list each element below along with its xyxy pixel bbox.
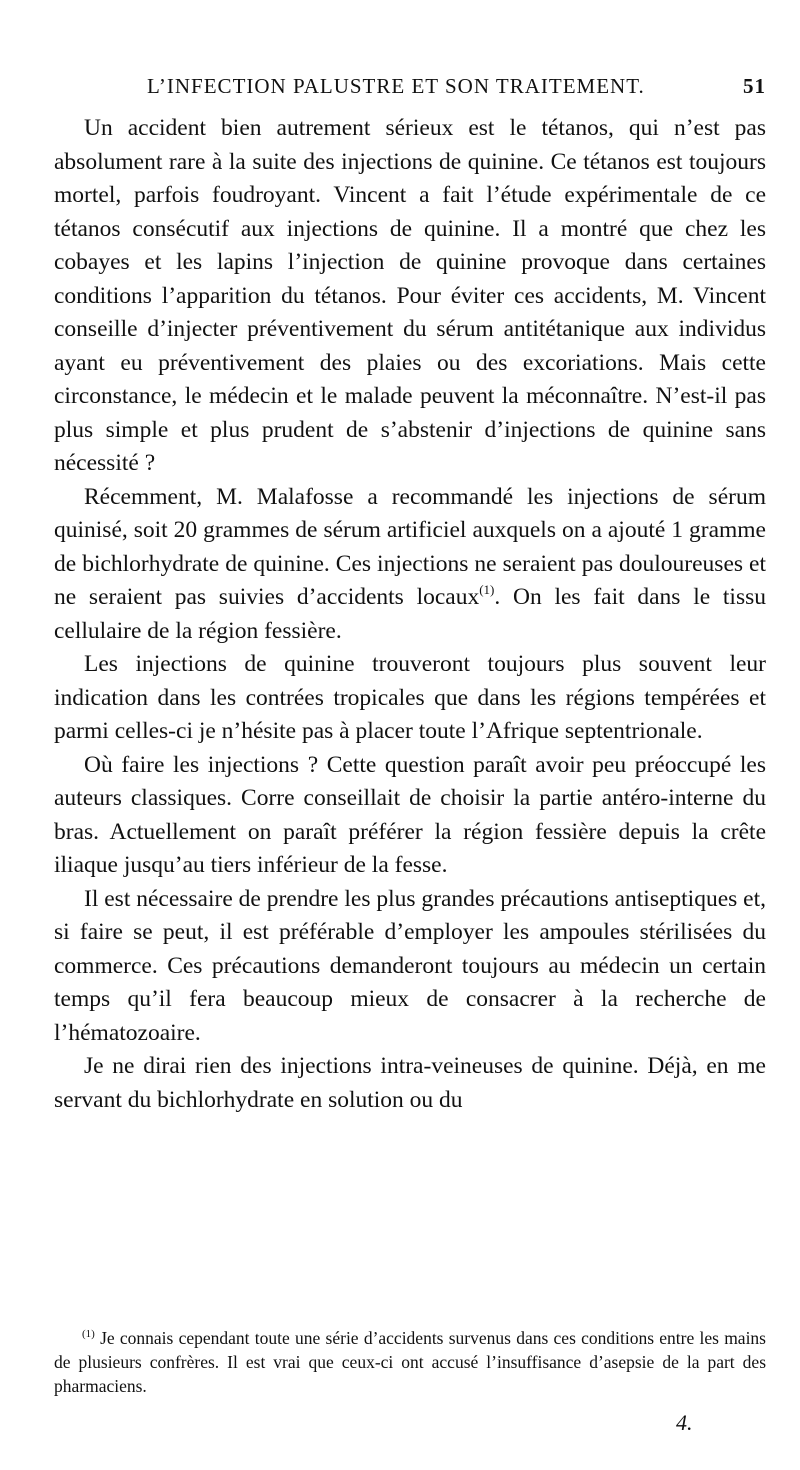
paragraph-malafosse	[54, 481, 766, 649]
body-text	[54, 112, 766, 1117]
paragraph-intravenous: Je ne dirai rien des injections intra-veineuses de quinine. Déjà, en me servant du bichlorhydrate en solution ou du	[54, 1053, 766, 1113]
footnote-marker: (1)	[82, 1328, 95, 1340]
paragraph-tetanos: Un accident bien autrement sérieux est le tétanos, qui n’est pas absolument rare à la suite des injections de quinine. Ce tétanos est toujours mortel, parfois foudroyant. Vincent a fait l’étude expérimentale de ce tétanos consécutif aux injections de quinine. Il a montré que chez les cobayes et les lapins l’injection de quinine provoque dans certaines conditions l’apparition du tétanos. Pour éviter ces accidents, M. Vincent conseille d’injecter préventivement du sérum antitétanique aux individus ayant eu préventivement des plaies ou des excoriations. Mais cette circonstance, le médecin et le malade peuvent la méconnaître. N’est-il pas plus simple et plus prudent de s’abstenir d’injections de quinine sans nécessité ?	[54, 115, 766, 476]
signature-mark: 4.	[676, 1410, 693, 1435]
running-title: L’INFECTION PALUSTRE ET SON TRAITEMENT.	[147, 74, 645, 98]
paragraph-indication: Les injections de quinine trouveront toujours plus souvent leur indication dans les contrées tropicales que dans les régions tempérées et parmi celles-ci je n’hésite pas à placer toute l’Afrique septentrionale.	[54, 651, 766, 744]
paragraph-precautions: Il est nécessaire de prendre les plus grandes précautions antiseptiques et, si faire se peut, il est préférable d’employer les ampoules stérilisées du commerce. Ces précautions demanderont toujours au médecin un certain temps qu’il fera beaucoup mieux de consacrer à la recherche de l’hématozoaire.	[54, 885, 766, 1046]
footnote	[54, 1326, 766, 1398]
malafosse-text-end: . On les fait dans le tissu cellulaire de la région fessière.	[54, 584, 766, 644]
footnote-reference[interactable]: (1)	[479, 582, 495, 597]
running-head	[52, 72, 772, 102]
malafosse-text-start: Récemment, M. Malafosse a recommandé les injections de sérum quinisé, soit 20 grammes de sérum artificiel auxquels on a ajouté 1 gramme de bichlorhydrate de quinine. Ces injections ne seraient pas douloureuses et ne seraient pas suivies d’accidents locaux	[54, 483, 766, 610]
footnote-text: Je connais cependant toute une série d’accidents survenus dans ces conditions entre les mains de plusieurs confrères. Il est vrai que ceux-ci ont accusé l’insuffisance d’asepsie de la part des pharmaciens.	[54, 1328, 766, 1396]
page-number: 51	[743, 74, 766, 98]
footnote-paragraph	[54, 1326, 766, 1398]
paragraph-site: Où faire les injections ? Cette question paraît avoir peu préoccupé les auteurs classiques. Corre conseillait de choisir la partie antéro-interne du bras. Actuellement on paraît préférer la région fessière depuis la crête iliaque jusqu’au tiers inférieur de la fesse.	[54, 751, 766, 878]
